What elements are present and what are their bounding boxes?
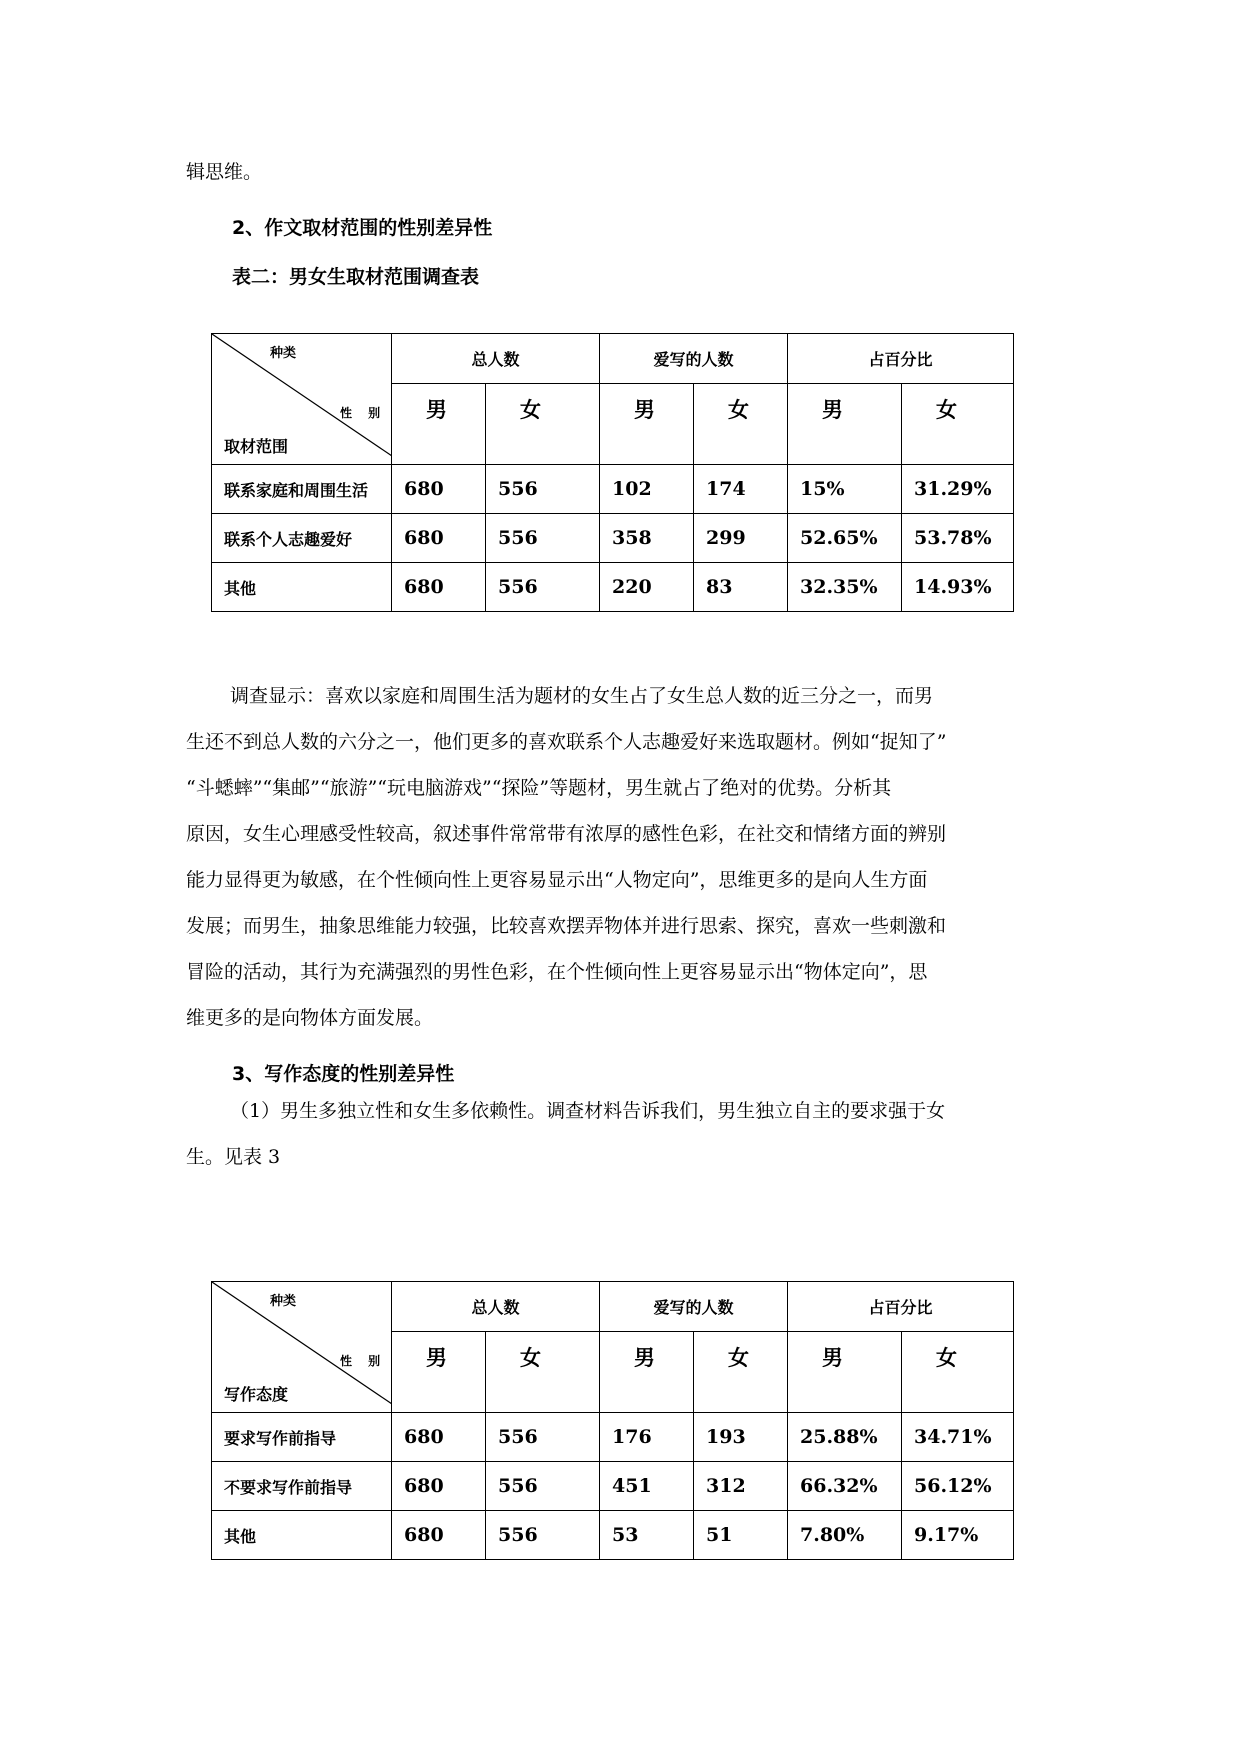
- sex-header: 女: [902, 1332, 1014, 1413]
- table-cell: 14.93%: [902, 563, 1014, 612]
- sex-header: 女: [694, 384, 788, 465]
- table-corner-header: [212, 1282, 392, 1413]
- sex-header: 男: [600, 384, 694, 465]
- corner-kind-label: 种类: [270, 1294, 297, 1309]
- corner-sex-label: 性 别: [340, 1354, 387, 1368]
- attitude-paragraph: [186, 1088, 1056, 1180]
- row-label: 联系个人志趣爱好: [212, 514, 392, 563]
- paragraph-line: “斗蟋蟀”“集邮”“旅游”“玩电脑游戏”“探险”等题材，男生就占了绝对的优势。分析其: [186, 777, 892, 799]
- table-cell: 680: [392, 563, 486, 612]
- table-cell: 174: [694, 465, 788, 514]
- paragraph-line: 调查显示：喜欢以家庭和周围生活为题材的女生占了女生总人数的近三分之一，而男: [230, 685, 934, 707]
- table-cell: 52.65%: [788, 514, 902, 563]
- table-row: [212, 1511, 1014, 1560]
- table-corner-header: [212, 334, 392, 465]
- row-label: 要求写作前指导: [212, 1413, 392, 1462]
- table-cell: 556: [486, 465, 600, 514]
- row-label: 其他: [212, 563, 392, 612]
- section-heading-3: 3、写作态度的性别差异性: [232, 1063, 455, 1085]
- corner-row-label: 取材范围: [224, 437, 289, 456]
- paragraph-line: （1）男生多独立性和女生多依赖性。调查材料告诉我们，男生独立自主的要求强于女: [230, 1100, 946, 1122]
- table-cell: 312: [694, 1462, 788, 1511]
- sex-header: 女: [486, 1332, 600, 1413]
- table-cell: 66.32%: [788, 1462, 902, 1511]
- table-row: [212, 465, 1014, 514]
- paragraph-line: 原因，女生心理感受性较高，叙述事件常常带有浓厚的感性色彩，在社交和情绪方面的辨别: [186, 823, 947, 845]
- table-cell: 556: [486, 1511, 600, 1560]
- sex-header: 女: [694, 1332, 788, 1413]
- table-cell: 9.17%: [902, 1511, 1014, 1560]
- corner-row-label: 写作态度: [224, 1385, 289, 1404]
- paragraph-line: 维更多的是向物体方面发展。: [186, 1007, 434, 1029]
- table-caption: 表二：男女生取材范围调查表: [232, 266, 480, 288]
- table-row: [212, 1413, 1014, 1462]
- table-cell: 556: [486, 514, 600, 563]
- table-cell: 680: [392, 514, 486, 563]
- paragraph-line: 能力显得更为敏感，在个性倾向性上更容易显示出“人物定向”，思维更多的是向人生方面: [186, 869, 928, 891]
- survey-table-2: [211, 1281, 1014, 1560]
- sex-header: 女: [486, 384, 600, 465]
- table-cell: 83: [694, 563, 788, 612]
- table-row: [212, 563, 1014, 612]
- paragraph-line: 生。见表 3: [186, 1146, 281, 1168]
- section-heading-2: 2、作文取材范围的性别差异性: [232, 217, 493, 239]
- row-label: 联系家庭和周围生活: [212, 465, 392, 514]
- row-label: 其他: [212, 1511, 392, 1560]
- table-cell: 176: [600, 1413, 694, 1462]
- table-cell: 56.12%: [902, 1462, 1014, 1511]
- table-cell: 680: [392, 465, 486, 514]
- table-cell: 680: [392, 1511, 486, 1560]
- table-cell: 53.78%: [902, 514, 1014, 563]
- table-cell: 31.29%: [902, 465, 1014, 514]
- sex-header: 男: [788, 384, 902, 465]
- table-cell: 15%: [788, 465, 902, 514]
- table-row: [212, 514, 1014, 563]
- survey-analysis-paragraph: [186, 673, 1056, 1041]
- group-header-percent: 占百分比: [788, 334, 1014, 384]
- paragraph-line: 生还不到总人数的六分之一，他们更多的喜欢联系个人志趣爱好来选取题材。例如“捉知了”: [186, 731, 947, 753]
- table-cell: 32.35%: [788, 563, 902, 612]
- paragraph-line: 发展；而男生，抽象思维能力较强，比较喜欢摆弄物体并进行思索、探究，喜欢一些刺激和: [186, 915, 947, 937]
- survey-table-1: [211, 333, 1014, 612]
- sex-header: 男: [788, 1332, 902, 1413]
- paragraph-fragment: 辑思维。: [186, 161, 263, 183]
- table-cell: 102: [600, 465, 694, 514]
- table-cell: 193: [694, 1413, 788, 1462]
- table-cell: 451: [600, 1462, 694, 1511]
- sex-header: 男: [392, 384, 486, 465]
- table-cell: 556: [486, 1413, 600, 1462]
- group-header-total: 总人数: [392, 334, 600, 384]
- table-cell: 299: [694, 514, 788, 563]
- table-cell: 358: [600, 514, 694, 563]
- table-cell: 220: [600, 563, 694, 612]
- table-row: [212, 1462, 1014, 1511]
- table-cell: 556: [486, 563, 600, 612]
- corner-sex-label: 性 别: [340, 406, 387, 420]
- group-header-like: 爱写的人数: [600, 334, 788, 384]
- paragraph-line: 冒险的活动，其行为充满强烈的男性色彩，在个性倾向性上更容易显示出“物体定向”，思: [186, 961, 928, 983]
- table-cell: 680: [392, 1413, 486, 1462]
- table-cell: 34.71%: [902, 1413, 1014, 1462]
- group-header-total: 总人数: [392, 1282, 600, 1332]
- table-cell: 556: [486, 1462, 600, 1511]
- row-label: 不要求写作前指导: [212, 1462, 392, 1511]
- sex-header: 女: [902, 384, 1014, 465]
- table-cell: 680: [392, 1462, 486, 1511]
- table-cell: 51: [694, 1511, 788, 1560]
- sex-header: 男: [600, 1332, 694, 1413]
- sex-header: 男: [392, 1332, 486, 1413]
- table-cell: 53: [600, 1511, 694, 1560]
- table-cell: 25.88%: [788, 1413, 902, 1462]
- table-cell: 7.80%: [788, 1511, 902, 1560]
- corner-kind-label: 种类: [270, 346, 297, 361]
- group-header-like: 爱写的人数: [600, 1282, 788, 1332]
- group-header-percent: 占百分比: [788, 1282, 1014, 1332]
